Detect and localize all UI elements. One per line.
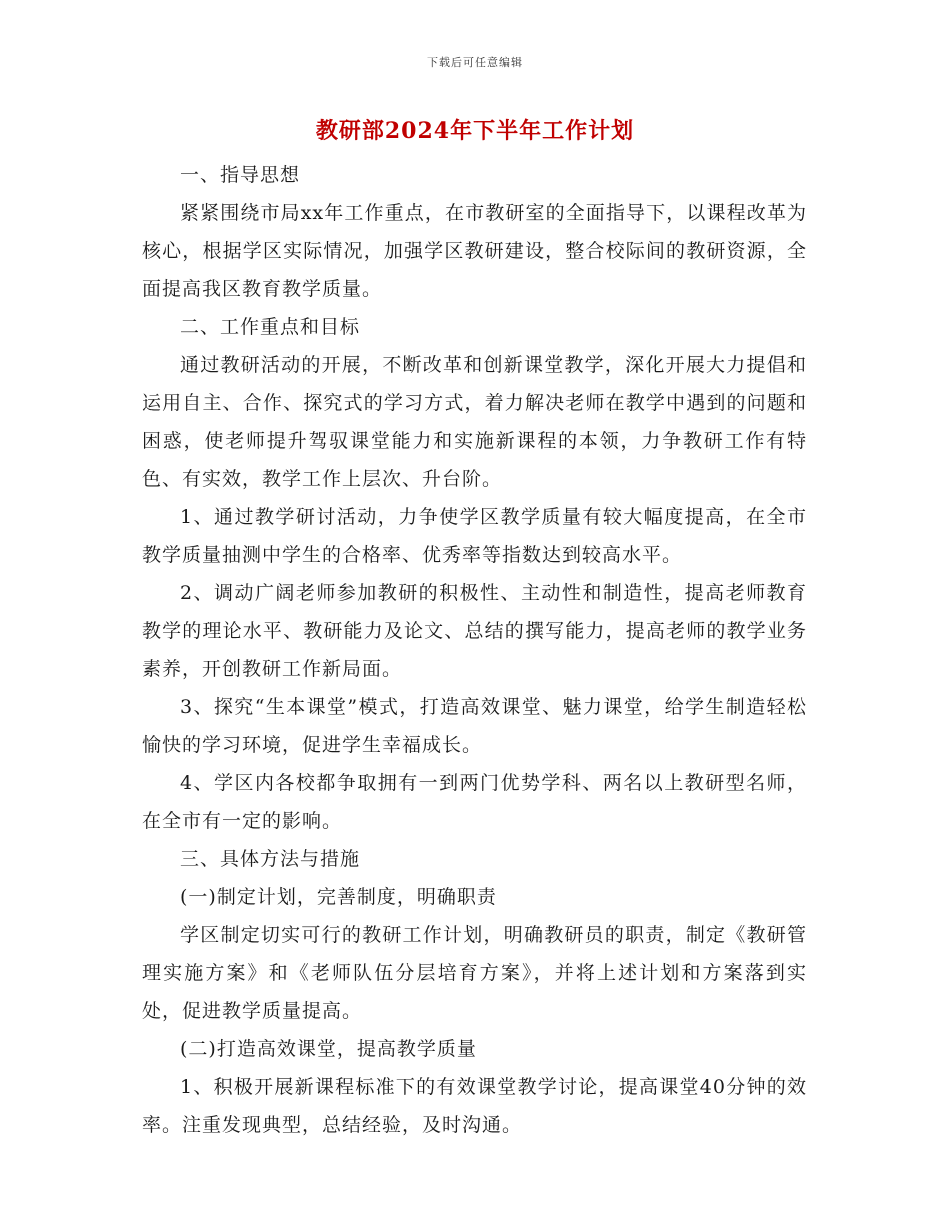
section-heading-methods-measures: 三、具体方法与措施 bbox=[180, 848, 361, 870]
subsection-heading: (一)制定计划，完善制度，明确职责 bbox=[180, 886, 497, 908]
document-body bbox=[142, 156, 807, 1144]
list-item: 1、积极开展新课程标准下的有效课堂教学讨论，提高课堂40分钟的效率。注重发现典型，总结经验，及时沟通。 bbox=[142, 1076, 807, 1136]
body-paragraph: 通过教研活动的开展，不断改革和创新课堂教学，深化开展大力提倡和运用自主、合作、探究式的学习方式，着力解决老师在教学中遇到的问题和困惑，使老师提升驾驭课堂能力和实施新课程的本领，力争教研工作有特色、有实效，教学工作上层次、升台阶。 bbox=[142, 354, 807, 490]
list-item: 1、通过教学研讨活动，力争使学区教学质量有较大幅度提高，在全市教学质量抽测中学生的合格率、优秀率等指数达到较高水平。 bbox=[142, 506, 807, 566]
document-title: 教研部2024年下半年工作计划 bbox=[315, 118, 635, 144]
list-item: 4、学区内各校都争取拥有一到两门优势学科、两名以上教研型名师，在全市有一定的影响。 bbox=[142, 772, 807, 832]
section-heading-key-work-goals: 二、工作重点和目标 bbox=[180, 316, 361, 338]
header-note: 下载后可任意编辑 bbox=[427, 56, 523, 69]
subsection-heading: (二)打造高效课堂，提高教学质量 bbox=[180, 1038, 477, 1060]
body-paragraph: 学区制定切实可行的教研工作计划，明确教研员的职责，制定《教研管理实施方案》和《老师队伍分层培育方案》，并将上述计划和方案落到实处，促进教学质量提高。 bbox=[142, 924, 807, 1022]
list-item: 2、调动广阔老师参加教研的积极性、主动性和制造性，提高老师教育教学的理论水平、教研能力及论文、总结的撰写能力，提高老师的教学业务素养，开创教研工作新局面。 bbox=[142, 582, 807, 680]
body-paragraph: 紧紧围绕市局xx年工作重点，在市教研室的全面指导下，以课程改革为核心，根据学区实际情况，加强学区教研建设，整合校际间的教研资源，全面提高我区教育教学质量。 bbox=[142, 202, 807, 300]
list-item: 3、探究“生本课堂”模式，打造高效课堂、魅力课堂，给学生制造轻松愉快的学习环境，促进学生幸福成长。 bbox=[142, 696, 807, 756]
section-heading-guiding-ideology: 一、指导思想 bbox=[180, 164, 301, 186]
